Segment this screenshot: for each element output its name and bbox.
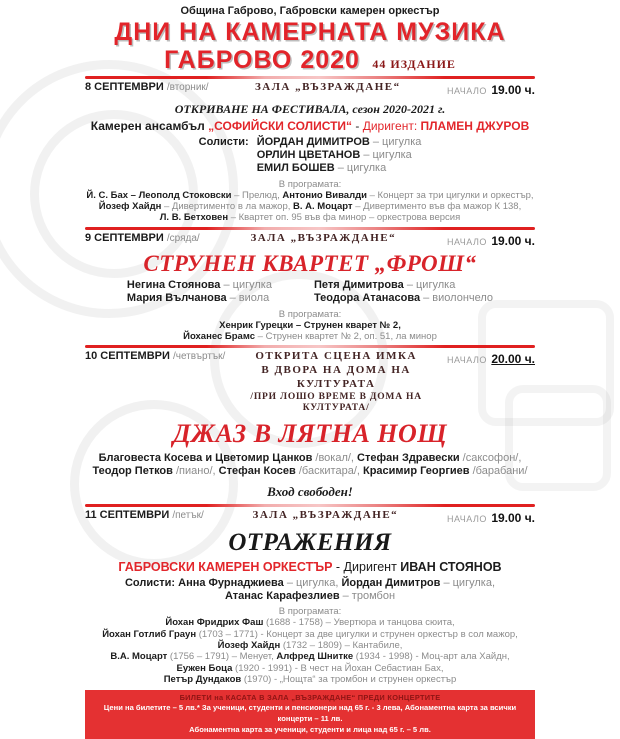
weekday-label: /четвъртък/ bbox=[172, 351, 226, 363]
program-list bbox=[85, 617, 535, 685]
weekday-label: /сряда/ bbox=[166, 232, 200, 244]
weekday-label: /петък/ bbox=[172, 509, 204, 521]
section-8-september bbox=[85, 81, 535, 224]
time-value: 19.00 ч. bbox=[491, 510, 535, 525]
venue-line: В ДВОРА НА ДОМА НА КУЛТУРАТА bbox=[261, 364, 411, 390]
program-label: В програмата: bbox=[278, 606, 342, 618]
concert-title: ОТРАЖЕНИЯ bbox=[228, 528, 392, 556]
free-entry-note: Вход свободен! bbox=[267, 483, 353, 499]
text-line: Й. С. Бах – Леополд Стоковски – Прелюд, Антонио Вивалди – Концерт за три цигулки и оркестър, bbox=[86, 189, 534, 201]
text-line: Мария Вълчанова – виола bbox=[126, 292, 270, 305]
text-line: Петър Дундаков (1970) - „Нощта“ за тромбон и струнен оркестър bbox=[163, 674, 457, 686]
subscription-card-line: Абонаментна карта за ученици, студенти и лица над 65 г. – 5 лв. bbox=[189, 725, 431, 735]
orchestra-line: ГАБРОВСКИ КАМЕРЕН ОРКЕСТЪР - Диригент ИВАН СТОЯНОВ bbox=[118, 559, 502, 574]
text-line: Атанас Карафезлиев – тромбон bbox=[224, 590, 396, 603]
text-line: Йозеф Хайдн – Дивертименто в ла мажор, В. А. Моцарт – Дивертименто във фа мажор К 138, bbox=[98, 200, 522, 212]
start-label: НАЧАЛО bbox=[446, 355, 487, 366]
text-line: Негина Стоянова – цигулка bbox=[126, 279, 272, 292]
start-time bbox=[447, 509, 535, 527]
concert-title: СТРУНЕН КВАРТЕТ „ФРОШ“ bbox=[143, 250, 477, 276]
text-line: Хенрик Гурецки – Струнен кварет № 2, bbox=[219, 319, 401, 331]
text-line: Петя Димитрова – цигулка bbox=[313, 279, 456, 292]
program-label: В програмата: bbox=[278, 308, 342, 320]
section-divider bbox=[85, 345, 535, 348]
text-line: Йохан Готлиб Граун (1703 – 1771) - Концерт за две цигулки и струнен оркестър в сол мажор, bbox=[102, 628, 518, 640]
program-list bbox=[85, 320, 535, 343]
section-divider bbox=[85, 227, 535, 230]
weekday-label: /вторник/ bbox=[166, 82, 209, 93]
start-label: НАЧАЛО bbox=[446, 236, 487, 247]
program-list bbox=[85, 190, 535, 224]
start-time bbox=[447, 350, 535, 368]
organizer-line: Община Габрово, Габровски камерен оркестър bbox=[180, 5, 440, 17]
text-line: Теодора Атанасова – виолончело bbox=[313, 292, 494, 305]
time-value: 20.00 ч. bbox=[491, 352, 535, 367]
section-header bbox=[85, 81, 535, 99]
soloists-block bbox=[85, 136, 535, 176]
start-time bbox=[447, 81, 535, 99]
text-line: Йоханес Брамс – Струнен квартет № 2, оп. 51, ла минор bbox=[183, 330, 437, 342]
venue-label: ЗАЛА „ВЪЗРАЖДАНЕ“ bbox=[250, 231, 397, 244]
text-line: Теодор Петков /пиано/, Стефан Косев /баскитара/, Красимир Георгиев /барабани/ bbox=[92, 464, 528, 477]
start-label: НАЧАЛО bbox=[446, 86, 487, 96]
text-line: Благовеста Косева и Цветомир Цанков /вокал/, Стефан Здравески /саксофон/, bbox=[98, 451, 522, 464]
date-label: 10 СЕПТЕМВРИ /четвъртък/ bbox=[85, 350, 226, 363]
text-line: Еужен Боца (1920 - 1991) - В чест на Йохан Себастиан Бах, bbox=[176, 662, 444, 674]
text-line: ЕМИЛ БОШЕВ – цигулка bbox=[256, 162, 387, 175]
performers-grid bbox=[85, 279, 535, 305]
section-9-september bbox=[85, 232, 535, 343]
performers-list bbox=[85, 452, 535, 478]
section-divider bbox=[85, 504, 535, 507]
ticket-info-banner bbox=[85, 690, 535, 739]
section-header bbox=[85, 350, 535, 415]
time-value: 19.00 ч. bbox=[491, 83, 535, 97]
text-line: ЙОРДАН ДИМИТРОВ – цигулка bbox=[256, 136, 422, 148]
date-label: 11 СЕПТЕМВРИ /петък/ bbox=[85, 508, 204, 521]
ensemble-line: Камерен ансамбъл „СОФИЙСКИ СОЛИСТИ“ - Диригент: ПЛАМЕН ДЖУРОВ bbox=[90, 119, 530, 133]
poster-title-line1: ДНИ НА КАМЕРНАТА МУЗИКА bbox=[114, 18, 506, 46]
soloists-list bbox=[257, 136, 422, 176]
poster-title-line2: ГАБРОВО 2020 bbox=[164, 45, 360, 74]
start-label: НАЧАЛО bbox=[446, 513, 487, 524]
edition-label: 44 ИЗДАНИЕ bbox=[372, 56, 456, 71]
soloists-label: Солисти: bbox=[198, 136, 249, 148]
section-10-september bbox=[85, 350, 535, 500]
section-divider bbox=[85, 76, 535, 79]
venue-note: /ПРИ ЛОШО ВРЕМЕ В ДОМА НА КУЛТУРАТА/ bbox=[250, 391, 422, 414]
section-header bbox=[85, 509, 535, 527]
date-label: 8 СЕПТЕМВРИ /вторник/ bbox=[85, 81, 209, 93]
venue-label: ЗАЛА „ВЪЗРАЖДАНЕ“ bbox=[252, 508, 399, 521]
venue-label bbox=[225, 350, 447, 415]
date-label: 9 СЕПТЕМВРИ /сряда/ bbox=[85, 231, 200, 244]
start-time bbox=[447, 232, 535, 250]
venue-line: ОТКРИТА СЦЕНА ИМКА bbox=[255, 350, 417, 363]
ticket-office-line: БИЛЕТИ на КАСАТА В ЗАЛА „ВЪЗРАЖДАНЕ“ ПРЕДИ КОНЦЕРТИТЕ bbox=[179, 692, 441, 702]
text-line: ОРЛИН ЦВЕТАНОВ – цигулка bbox=[256, 149, 412, 162]
text-line: В.А. Моцарт (1756 – 1791) – Менует, Алфред Шнитке (1934 - 1998) - Моц-арт ала Хайдн, bbox=[110, 651, 510, 663]
text-line: Солисти: Анна Фурнаджиева – цигулка, Йордан Димитров – цигулка, bbox=[124, 576, 495, 589]
text-line: Л. В. Бетховен – Квартет оп. 95 във фа минор – оркестрова версия bbox=[159, 212, 461, 224]
section-header bbox=[85, 232, 535, 250]
program-label: В програмата: bbox=[278, 178, 342, 190]
venue-label: ЗАЛА „ВЪЗРАЖДАНЕ“ bbox=[254, 81, 401, 93]
soloists-list bbox=[85, 577, 535, 603]
text-line: Йохан Фридрих Фаш (1688 - 1758) – Увертюра и танцова сюита, bbox=[165, 617, 455, 629]
concert-subtitle: ОТКРИВАНЕ НА ФЕСТИВАЛА, сезон 2020-2021 г. bbox=[174, 102, 446, 116]
text-line: Йозеф Хайдн (1732 – 1809) – Кантабиле, bbox=[217, 640, 403, 652]
time-value: 19.00 ч. bbox=[491, 233, 535, 248]
poster-title-row2 bbox=[85, 45, 535, 74]
ticket-prices-line: Цени на билетите – 5 лв.* За ученици, студенти и пенсионери над 65 г. - 3 лева, Абонаментна карта за всички концерти – 11 лв. bbox=[103, 703, 517, 724]
concert-title: ДЖАЗ В ЛЯТНА НОЩ bbox=[172, 419, 448, 449]
section-11-september bbox=[85, 509, 535, 686]
